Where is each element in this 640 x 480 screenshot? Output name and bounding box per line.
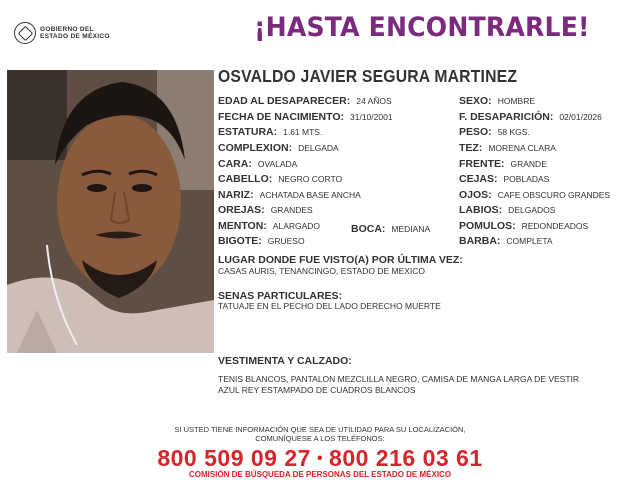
field-label: FECHA DE NACIMIENTO: (218, 111, 344, 123)
field-value: CAFE OBSCURO GRANDES (497, 190, 611, 200)
logo-text (40, 26, 110, 41)
field-label: OJOS: (459, 189, 492, 201)
field-disappearance-date (459, 111, 602, 123)
field-value: GRUESO (267, 236, 305, 246)
field-label: FRENTE: (459, 158, 505, 170)
clothing-line1: TENIS BLANCOS, PANTALON MEZCLILLA NEGRO, CAMISA DE MANGA LARGA DE VESTIR (218, 374, 580, 384)
field-lips (459, 204, 555, 216)
field-weight (459, 126, 530, 138)
field-hair (218, 173, 342, 185)
field-height (218, 126, 322, 138)
field-value: 58 KGS. (497, 127, 530, 137)
field-birthdate (218, 111, 393, 123)
field-value: REDONDEADOS (521, 221, 589, 231)
field-label: MENTON: (218, 220, 267, 232)
field-value: MORENA CLARA (488, 143, 556, 153)
field-label: TEZ: (459, 142, 483, 154)
field-label: COMPLEXION: (218, 142, 293, 154)
field-value: OVALADA (257, 159, 298, 169)
field-label: BOCA: (351, 223, 386, 235)
field-label: ESTATURA: (218, 126, 278, 138)
phone-numbers (0, 445, 640, 472)
field-forehead (459, 158, 547, 170)
field-complexion (459, 142, 556, 154)
field-mouth (351, 223, 430, 235)
field-build (218, 142, 339, 154)
field-sex (459, 95, 535, 107)
field-label: SEXO: (459, 95, 492, 107)
field-value: DELGADOS (508, 205, 556, 215)
field-ears (218, 204, 313, 216)
info-line1: SI USTED TIENE INFORMACIÓN QUE SEA DE UTILIDAD PARA SU LOCALIZACIÓN, (174, 425, 466, 434)
phone-number-2[interactable]: 800 216 03 61 (329, 445, 483, 471)
field-label: F. DESAPARICIÓN: (459, 111, 554, 123)
clothing-line2: AZUL REY ESTAMPADO DE CUADROS BLANCOS (218, 385, 416, 395)
field-value: ALARGADO (272, 221, 321, 231)
marks-text: TATUAJE EN EL PECHO DEL LADO DERECHO MUERTE (218, 301, 441, 311)
field-value: 02/01/2026 (559, 112, 602, 122)
last-seen-title: LUGAR DONDE FUE VISTO(A) POR ÚLTIMA VEZ: (218, 254, 463, 266)
field-value: NEGRO CORTO (278, 174, 343, 184)
phone-number-1[interactable]: 800 509 09 27 (157, 445, 311, 471)
marks-title: SENAS PARTICULARES: (218, 290, 343, 302)
phone-separator: • (316, 450, 324, 467)
field-value: DELGADA (298, 143, 339, 153)
field-mustache (218, 235, 305, 247)
field-value: GRANDE (510, 159, 547, 169)
field-label: OREJAS: (218, 204, 265, 216)
field-value: HOMBRE (497, 96, 535, 106)
government-logo (14, 22, 110, 44)
headline: ¡HASTA ENCONTRARLE! (254, 12, 590, 43)
field-label: BIGOTE: (218, 235, 262, 247)
field-value: 1.61 MTS. (283, 127, 323, 137)
missing-person-photo (7, 70, 214, 353)
last-seen-text: CASAS AURIS, TENANCINGO, ESTADO DE MEXICO (218, 266, 426, 276)
person-name: OSVALDO JAVIER SEGURA MARTINEZ (218, 66, 518, 86)
field-label: CEJAS: (459, 173, 498, 185)
field-chin (218, 220, 320, 232)
person-portrait-image (7, 70, 214, 353)
field-value: ACHATADA BASE ANCHA (259, 190, 361, 200)
field-value: GRANDES (270, 205, 313, 215)
field-label: NARIZ: (218, 189, 254, 201)
field-nose (218, 189, 361, 201)
clothing-title: VESTIMENTA Y CALZADO: (218, 355, 352, 367)
field-label: CABELLO: (218, 173, 273, 185)
field-label: BARBA: (459, 235, 501, 247)
field-eyebrows (459, 173, 549, 185)
field-value: POBLADAS (503, 174, 550, 184)
field-value: COMPLETA (506, 236, 553, 246)
logo-line1: GOBIERNO DEL (40, 25, 94, 33)
field-beard (459, 235, 553, 247)
state-seal-icon (14, 22, 36, 44)
field-value: 24 AÑOS (356, 96, 392, 106)
field-cheekbones (459, 220, 588, 232)
info-line2: COMUNÍQUESE A LOS TELÉFONOS: (255, 434, 385, 443)
field-age (218, 95, 392, 107)
field-label: CARA: (218, 158, 252, 170)
field-value: 31/10/2001 (350, 112, 393, 122)
field-face (218, 158, 297, 170)
commission-footer: COMISIÓN DE BÚSQUEDA DE PERSONAS DEL ESTADO DE MÉXICO (188, 470, 452, 479)
field-label: POMULOS: (459, 220, 516, 232)
field-eyes (459, 189, 610, 201)
field-label: EDAD AL DESAPARECER: (218, 95, 351, 107)
logo-line2: ESTADO DE MÉXICO (40, 33, 110, 40)
field-value: MEDIANA (391, 224, 431, 234)
field-label: LABIOS: (459, 204, 503, 216)
field-label: PESO: (459, 126, 492, 138)
